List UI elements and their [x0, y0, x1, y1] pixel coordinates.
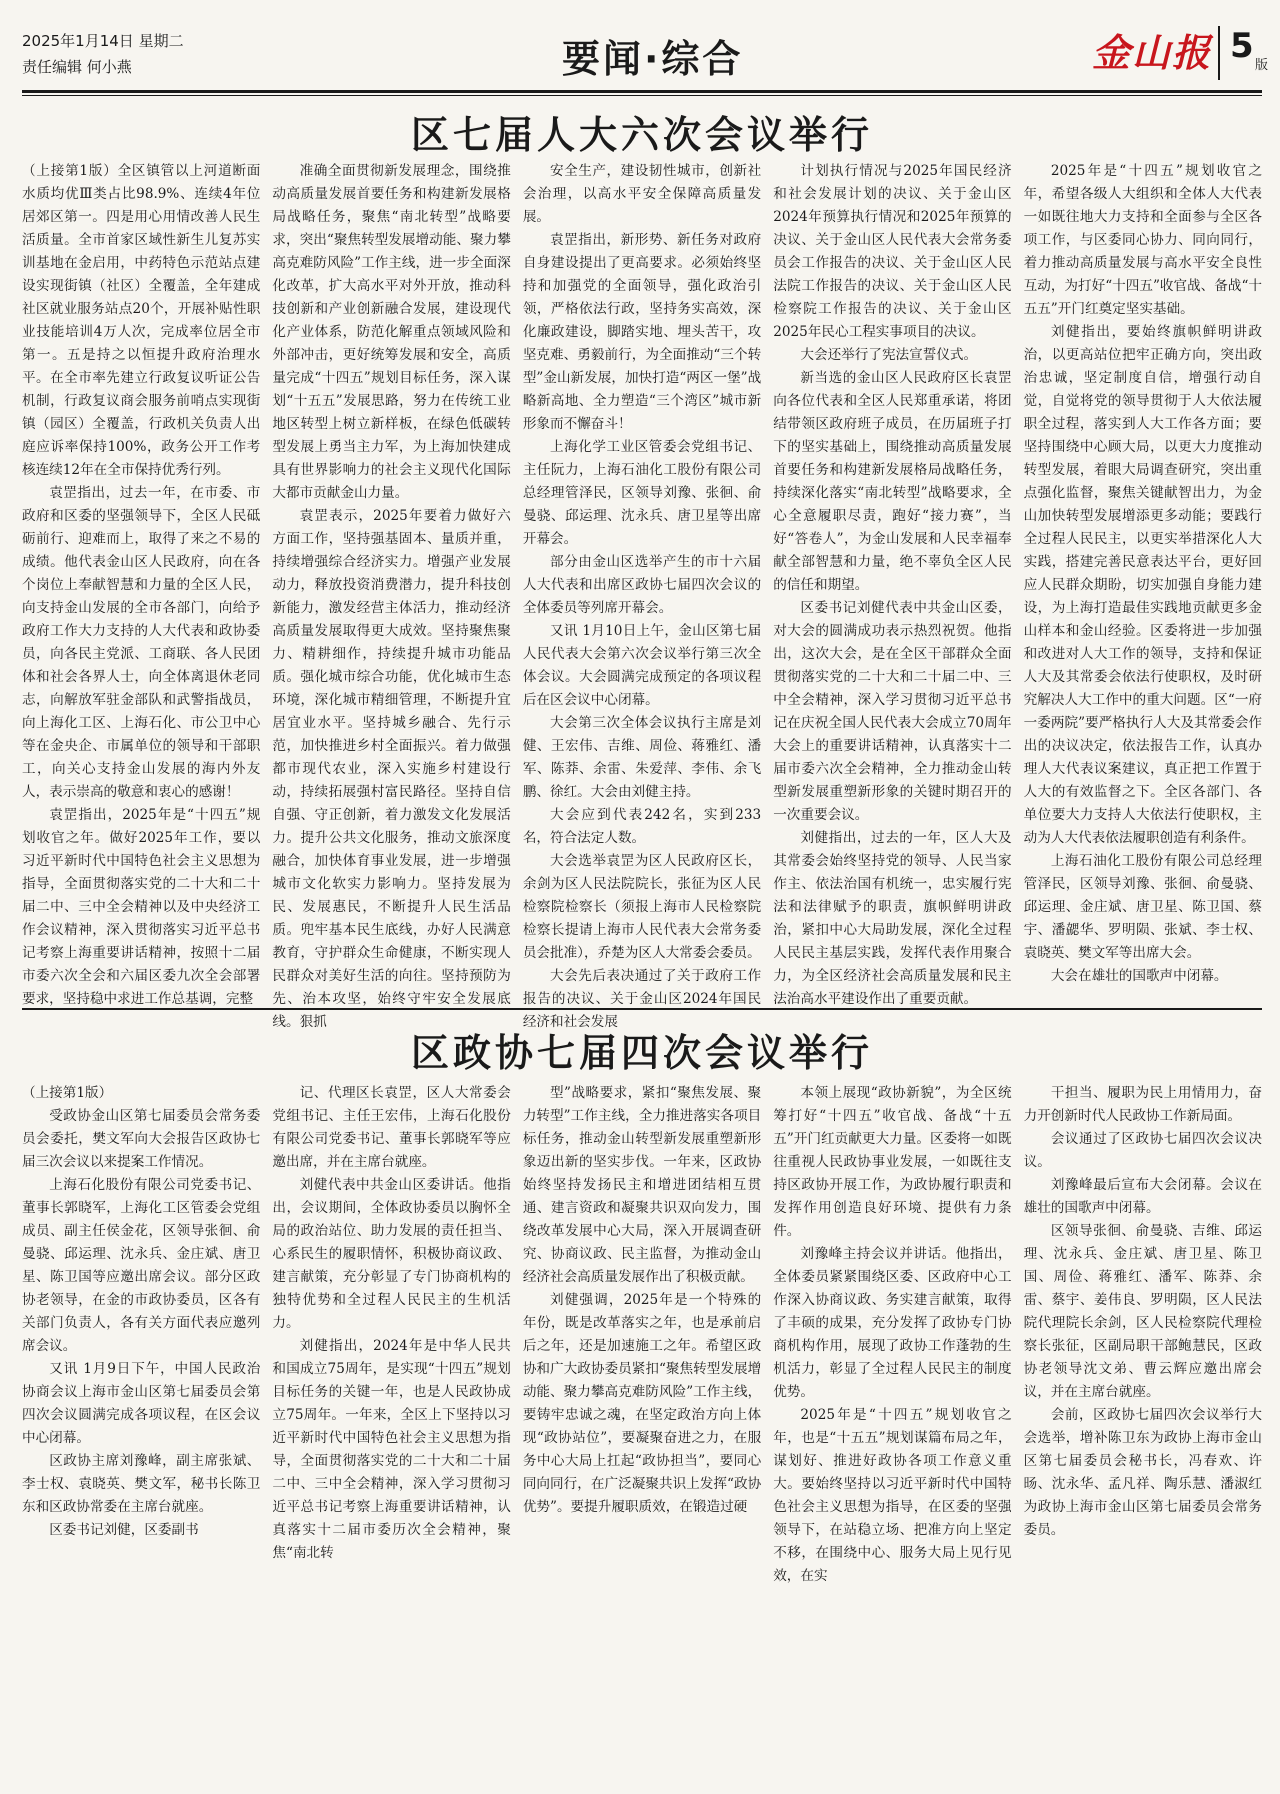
article2-column-1 — [22, 1082, 260, 1782]
issue-date: 2025年1月14日 星期二 — [22, 32, 184, 50]
paragraph: 2025年是“十四五”规划收官之年，希望各级人大组织和全体人大代表一如既往地大力支持和全面参与全区各项工作，与区委同心协力、同向同行，着力推动高质量发展与高水平安全良性互动，为打好“十四五”收官战、备战“十五五”开门红奠定坚实基础。 — [1023, 163, 1263, 317]
paragraph: 刘豫峰最后宣布大会闭幕。会议在雄壮的国歌声中闭幕。 — [1023, 1177, 1263, 1216]
paragraph: 又讯 1月9日下午，中国人民政治协商会议上海市金山区第七届委员会第四次会议圆满完成各项议程，在区会议中心闭幕。 — [22, 1361, 261, 1446]
paragraph: 区委书记刘健代表中共金山区委，对大会的圆满成功表示热烈祝贺。他指出，这次大会，是在全区干部群众全面贯彻落实党的二十大和二十届二中、三中全会精神，深入学习贯彻习近平总书记在庆祝全国人民代表大会成立70周年大会上的重要讲话精神，认真落实十二届市委六次全会精神，全力推动金山转型新发展重塑新形象的关键时期召开的一次重要会议。 — [773, 600, 1012, 823]
paragraph: 大会应到代表242名，实到233名，符合法定人数。 — [522, 807, 762, 846]
paragraph: 部分由金山区选举产生的市十六届人大代表和出席区政协七届四次会议的全体委员等列席开幕会。 — [522, 554, 762, 616]
paragraph: 袁罡表示，2025年要着力做好六方面工作，坚持强基固本、量质并重，持续增强综合经济实力。增强产业发展动力，释放投资消费潜力，提升科技创新能力，激发经营主体活力，推动经济高质量发展取得更大成效。坚持聚焦聚力、精耕细作，持续提升城市功能品质。强化城市综合功能，优化城市生态环境，深化城市精细管理，不断提升宜居宜业水平。坚持城乡融合、先行示范，加快推进乡村全面振兴。着力做强都市现代农业，深入实施乡村建设行动，持续拓展强村富民路径。坚持自信自强、守正创新，着力激发文化发展活力。提升公共文化服务，推动文旅深度融合，加快体育事业发展，进一步增强城市文化软实力影响力。坚持发展为民、发展惠民，不断提升人民生活品质。兜牢基本民生底线，办好人民满意教育，守护群众生命健康，不断实现人民群众对美好生活的向往。坚持预防为先、治本攻坚，始终守牢安全发展底线。狠抓 — [272, 508, 511, 1030]
paragraph: 刘豫峰主持会议并讲话。他指出，全体委员紧紧围绕区委、区政府中心工作深入协商议政、务实建言献策，取得了丰硕的成果，充分发挥了政协专门协商机构作用，展现了政协工作蓬勃的生机活力，彰显了全过程人民民主的制度优势。 — [773, 1246, 1012, 1400]
paragraph: 上海化学工业区管委会党组书记、主任阮力，上海石油化工股份有限公司总经理管泽民，区领导刘豫、张徊、俞曼骁、邱运理、沈永兵、唐卫星等出席开幕会。 — [522, 439, 762, 547]
paragraph: 刘健指出，2024年是中华人民共和国成立75周年，是实现“十四五”规划目标任务的关键一年，也是人民政协成立75周年。一年来，全区上下坚持以习近平新时代中国特色社会主义思想为指导，全面贯彻落实党的二十大和二十届二中、三中全会精神，深入学习贯彻习近平总书记考察上海重要讲话精神，认真落实十二届市委历次全会精神，聚焦“南北转 — [272, 1338, 511, 1561]
paragraph: 袁罡指出，2025年是“十四五”规划收官之年。做好2025年工作，要以习近平新时代中国特色社会主义思想为指导，全面贯彻落实党的二十大和二十届二中、三中全会精神以及中央经济工作会议精神，深入贯彻落实习近平总书记考察上海重要讲话精神，按照十二届市委六次全会和六届区委九次全会部署要求，坚持稳中求进工作总基调，完整 — [22, 807, 261, 1007]
article1-column-4 — [773, 160, 1012, 1007]
article2-body — [22, 1082, 1262, 1782]
paragraph: 区领导张徊、俞曼骁、吉维、邱运理、沈永兵、金庄斌、唐卫星、陈卫国、周俭、蒋雅红、潘军、陈莽、余雷、蔡宇、姜伟良、罗明陨，区人民法院代理院长余剑，区人民检察院代理检察长张征，区副局职干部鲍慧民，区政协老领导沈文弟、曹云辉应邀出席会议，并在主席台就座。 — [1023, 1223, 1263, 1400]
article1-column-5 — [1024, 160, 1262, 998]
section-title: 要闻·综合 — [562, 37, 744, 81]
paragraph: 会议通过了区政协七届四次会议决议。 — [1023, 1131, 1263, 1170]
masthead-rule — [22, 90, 1262, 93]
article2-column-3 — [523, 1082, 761, 1782]
paragraph: 袁罡指出，新形势、新任务对政府自身建设提出了更高要求。必须始终坚持和加强党的全面领导，强化政治引领，严格依法行政，坚持务实高效，深化廉政建设，脚踏实地、埋头苦干，攻坚克难、勇毅前行，为全面推动“三个转型”金山新发展，加快打造“两区一堡”战略新高地、全力塑造“三个湾区”城市新形象而不懈奋斗！ — [522, 232, 762, 432]
paragraph: 袁罡指出，过去一年，在市委、市政府和区委的坚强领导下，全区人民砥砺前行、迎难而上，取得了来之不易的成绩。他代表金山区人民政府，向在各个岗位上奉献智慧和力量的全区人民，向支持金山发展的全市各部门，向给予政府工作大力支持的人大代表和政协委员，向各民主党派、工商联、各人民团体和社会各界人士，向全体离退休老同志，向解放军驻金部队和武警指战员，向上海化工区、上海石化、市公卫中心等在金央企、市属单位的领导和干部职工，向关心支持金山发展的海内外友人，表示崇高的敬意和衷心的感谢！ — [22, 485, 261, 800]
paragraph: 计划执行情况与2025年国民经济和社会发展计划的决议、关于金山区2024年预算执行情况和2025年预算的决议、关于金山区人民代表大会常务委员会工作报告的决议、关于金山区人民法院工作报告的决议、关于金山区人民检察院工作报告的决议、关于金山区2025年民心工程实事项目的决议。 — [773, 163, 1012, 340]
paragraph: 又讯 1月10日上午，金山区第七届人民代表大会第六次会议举行第三次全体会议。大会圆满完成预定的各项议程后在区会议中心闭幕。 — [522, 623, 762, 708]
paragraph: 区政协主席刘豫峰，副主席张斌、李士权、袁晓英、樊文军，秘书长陈卫东和区政协常委在主席台就座。 — [22, 1453, 261, 1515]
article1-column-1 — [22, 160, 261, 1007]
paragraph: 大会先后表决通过了关于政府工作报告的决议、关于金山区2024年国民经济和社会发展 — [522, 968, 762, 1030]
masthead — [22, 18, 1269, 90]
paragraph: 大会第三次全体会议执行主席是刘健、王宏伟、吉维、周俭、蒋雅红、潘军、陈莽、余雷、朱爱萍、李伟、余飞鹏、徐红。大会由刘健主持。 — [522, 715, 762, 800]
paragraph: 干担当、履职为民上用情用力，奋力开创新时代人民政协工作新局面。 — [1023, 1085, 1263, 1124]
paragraph: 大会选举袁罡为区人民政府区长，余剑为区人民法院院长，张征为区人民检察院检察长（须报上海市人民检察院检察长提请上海市人民代表大会常务委员会批准），乔楚为区人大常委会委员。 — [522, 853, 762, 961]
article2-headline: 区政协七届四次会议举行 — [410, 1031, 873, 1075]
paragraph: 会前，区政协七届四次会议举行大会选举，增补陈卫东为政协上海市金山区第七届委员会秘书长，冯春欢、许旸、沈永华、孟凡祥、陶乐慧、潘淑红为政协上海市金山区第七届委员会常务委员。 — [1023, 1407, 1263, 1538]
paragraph: 安全生产，建设韧性城市，创新社会治理，以高水平安全保障高质量发展。 — [522, 163, 762, 225]
paragraph: 记、代理区长袁罡，区人大常委会党组书记、主任王宏伟，上海石化股份有限公司党委书记、董事长郭晓军等应邀出席，并在主席台就座。 — [272, 1085, 511, 1170]
article2-column-2 — [272, 1082, 510, 1782]
newspaper-logo: 金山报 — [1092, 30, 1213, 75]
paragraph: 准确全面贯彻新发展理念，围绕推动高质量发展首要任务和构建新发展格局战略任务，聚焦“南北转型”战略要求，突出“聚焦转型发展增动能、聚力攀高克难防风险”工作主线，进一步全面深化改革，扩大高水平对外开放，推动科技创新和产业创新融合发展，建设现代化产业体系，防范化解重点领域风险和外部冲击，更好统筹发展和安全，高质量完成“十四五”规划目标任务，深入谋划“十五五”发展思路，努力在传统工业地区转型上树立新样板，在绿色低碳转型发展上勇当主力军，为上海加快建成具有世界影响力的社会主义现代化国际大都市贡献金山力量。 — [272, 163, 511, 501]
article1-headline: 区七届人大六次会议举行 — [410, 113, 873, 157]
paragraph: 刘健强调，2025年是一个特殊的年份，既是改革落实之年，也是承前启后之年，还是加速施工之年。希望区政协和广大政协委员紧扣“聚焦转型发展增动能、聚力攀高克难防风险”工作主线，要铸牢忠诚之魂，在坚定政治方向上体现“政协站位”，要凝聚奋进之力，在服务中心大局上扛起“政协担当”，要同心同向同行，在广泛凝聚共识上发挥“政协优势”。要提升履职质效，在锻造过硬 — [522, 1292, 762, 1515]
masthead-rule-thin — [22, 95, 1262, 96]
paragraph: 刘健指出，过去的一年，区人大及其常委会始终坚持党的领导、人民当家作主、依法治国有机统一，忠实履行宪法和法律赋予的职责，旗帜鲜明讲政治，紧扣中心大局助发展，深化全过程人民民主基层实践，发挥代表作用聚合力，为全区经济社会高质量发展和民主法治高水平建设作出了重要贡献。 — [773, 830, 1012, 1007]
masthead-meta — [22, 28, 184, 80]
paragraph: 新当选的金山区人民政府区长袁罡向各位代表和全区人民郑重承诺，将团结带领区政府班子成员，在历届班子打下的坚实基础上，围绕推动高质量发展首要任务和构建新发展格局战略任务，持续深化落实“南北转型”战略要求，全心全意履职尽责，跑好“接力赛”，当好“答卷人”，为金山发展和人民幸福奉献全部智慧和力量，绝不辜负全区人民的信任和期望。 — [773, 370, 1012, 593]
article1-column-2 — [272, 160, 511, 1030]
paragraph: （上接第1版） — [22, 1085, 113, 1101]
paragraph: 本领上展现“政协新貌”，为全区统筹打好“十四五”收官战、备战“十五五”开门红贡献更大力量。区委将一如既往重视人民政协事业发展，一如既往支持区政协开展工作，为政协履行职责和发挥作用创造良好环境、提供有力条件。 — [773, 1085, 1012, 1239]
paragraph: 刘健指出，要始终旗帜鲜明讲政治，以更高站位把牢正确方向，突出政治忠诚，坚定制度自信，增强行动自觉，自觉将党的领导贯彻于人大依法履职全过程，落实到人大工作各方面；要坚持围绕中心顾大局，以更大力度推动转型发展，着眼大局调查研究，突出重点强化监督，聚焦关键献智出力，为金山加快转型发展增添更多动能；要践行全过程人民民主，以更实举措深化人大实践，搭建完善民意表达平台，更好回应人民群众期盼，切实加强自身能力建设，为上海打造最佳实践地贡献更多金山样本和金山经验。区委将进一步加强和改进对人大工作的领导，支持和保证人大及其常委会依法行使职权，及时研究解决人大工作中的重大问题。区“一府一委两院”要严格执行人大及其常委会作出的决议决定，依法报告工作，认真办理人大代表议案建议，真正把工作置于人大的有效监督之下。全区各部门、各单位要大力支持人大依法行使职权，主动为人大代表依法履职创造有利条件。 — [1023, 324, 1263, 846]
article1-column-3 — [522, 160, 762, 1030]
article-divider — [22, 1008, 1262, 1010]
article2-column-5 — [1024, 1082, 1262, 1782]
article2-column-4 — [773, 1082, 1011, 1782]
paragraph: 大会还举行了宪法宣誓仪式。 — [800, 347, 978, 363]
paragraph: 上海石化股份有限公司党委书记、董事长郭晓军，上海化工区管委会党组成员、副主任侯金花，区领导张徊、俞曼骁、邱运理、沈永兵、金庄斌、唐卫星、陈卫国等应邀出席会议。部分区政协老领导，在金的市政协委员，区各有关部门负责人，各有关方面代表应邀列席会议。 — [22, 1177, 261, 1354]
responsible-editor: 责任编辑 何小燕 — [22, 58, 132, 76]
paragraph: （上接第1版）全区镇管以上河道断面水质均优Ⅲ类占比98.9%、连续4年位居郊区第一。四是用心用情改善人民生活质量。全市首家区域性新生儿复苏实训基地在金启用，中药特色示范站点建设实现街镇（社区）全覆盖，全年建成社区就业服务站点20个，开展补贴性职业技能培训4万人次，完成率位居全市第一。五是持之以恒提升政府治理水平。在全市率先建立行政复议听证公告机制，行政复议商会服务前哨点实现街镇（园区）全覆盖，行政机关负责人出庭应诉率保持100%，政务公开工作考核连续12年在全市保持优秀行列。 — [22, 163, 261, 478]
page-suffix: 版 — [1255, 58, 1269, 73]
paragraph: 受政协金山区第七届委员会常务委员会委托，樊文军向大会报告区政协七届三次会议以来提案工作情况。 — [22, 1108, 261, 1170]
paragraph: 区委书记刘健，区委副书 — [49, 1522, 199, 1538]
paragraph: 大会在雄壮的国歌声中闭幕。 — [1050, 968, 1228, 984]
article1-body — [22, 160, 1263, 1030]
paragraph: 刘健代表中共金山区委讲话。他指出，会议期间，全体政协委员以胸怀全局的政治站位、助力发展的责任担当、心系民生的履职情怀，积极协商议政、建言献策，充分彰显了专门协商机构的独特优势和全过程人民民主的生机活力。 — [272, 1177, 511, 1331]
masthead-divider — [1218, 26, 1220, 80]
paragraph: 上海石油化工股份有限公司总经理管泽民，区领导刘豫、张徊、俞曼骁、邱运理、金庄斌、唐卫星、陈卫国、蔡宇、潘勰华、罗明陨、张斌、李士权、袁晓英、樊文军等出席大会。 — [1023, 853, 1263, 961]
paragraph: 型”战略要求，紧扣“聚焦发展、聚力转型”工作主线，全力推进落实各项目标任务，推动金山转型新发展重塑新形象迈出新的坚实步伐。一年来，区政协始终坚持发扬民主和增进团结相互贯通、建言资政和凝聚共识双向发力，围绕改革发展中心大局，深入开展调查研究、协商议政、民主监督，为推动金山经济社会高质量发展作出了积极贡献。 — [522, 1085, 762, 1285]
paragraph: 2025年是“十四五”规划收官之年，也是“十五五”规划谋篇布局之年，谋划好、推进好政协各项工作意义重大。要始终坚持以习近平新时代中国特色社会主义思想为指导，在区委的坚强领导下，在站稳立场、把准方向上坚定不移，在围绕中心、服务大局上见行见效，在实 — [773, 1407, 1012, 1584]
page-number: 5 — [1230, 26, 1254, 66]
